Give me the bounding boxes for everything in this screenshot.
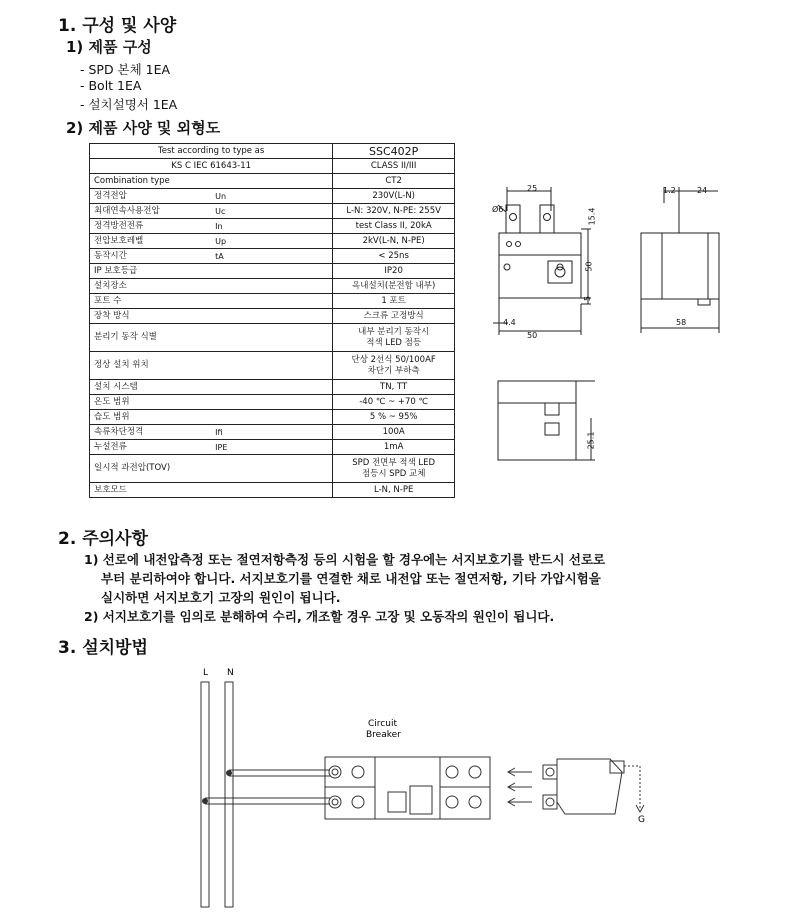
section-2-title: 2. 주의사항 xyxy=(58,529,148,549)
spec-label: 보호모드 xyxy=(90,483,333,498)
spec-label: 설치 시스템 xyxy=(90,380,333,395)
dim-24: 24 xyxy=(697,186,708,195)
circuit-breaker-label-line1: Circuit xyxy=(368,719,397,729)
wiring-diagram xyxy=(170,662,670,912)
caution-note-2: 2) 서지보호기를 임의로 분해하여 수리, 개조할 경우 고장 및 오동작의 원인이 됩니다. xyxy=(84,609,555,624)
dim-50-height: 50 xyxy=(584,261,594,272)
spec-value: 1 포트 xyxy=(333,294,455,309)
spec-value: 2kV(L-N, N-PE) xyxy=(333,234,455,249)
composition-item: - SPD 본체 1EA xyxy=(80,62,171,77)
spec-value: 옥내설치(분전함 내부) xyxy=(333,279,455,294)
spec-label: 포트 수 xyxy=(90,294,333,309)
spec-table xyxy=(89,143,455,498)
section-3-title: 3. 설치방법 xyxy=(58,638,148,658)
spec-label: 장착 방식 xyxy=(90,309,333,324)
spec-value: < 25ns xyxy=(333,249,455,264)
dim-1-2: 1.2 xyxy=(663,186,676,195)
caution-note-1: 1) 선로에 내전압측정 또는 절연저항측정 등의 시험을 할 경우에는 서지보호기를 반드시 선로로 xyxy=(84,552,606,567)
spec-value: 230V(L-N) xyxy=(333,189,455,204)
spec-value-multiline xyxy=(333,324,455,352)
class-value: CLASS II/III xyxy=(333,159,455,174)
dim-4-4: 4.4 xyxy=(503,318,516,327)
spec-label: 정상 설치 위치 xyxy=(90,352,333,380)
dim-5: 5 xyxy=(583,295,593,302)
spec-label: 최대연속사용전압 xyxy=(90,204,212,219)
spec-value: 1mA xyxy=(333,440,455,455)
spec-value: 스크류 고정방식 xyxy=(333,309,455,324)
spec-value: CT2 xyxy=(333,174,455,189)
spec-label: 일시적 과전압(TOV) xyxy=(90,455,333,483)
caution-note-1-cont: 실시하면 서지보호기 고장의 원인이 됩니다. xyxy=(101,590,341,605)
bottom-view-drawing xyxy=(495,378,605,468)
spec-value-line: 내부 분리기 동작시 xyxy=(358,326,430,337)
spec-value: test Class II, 20kA xyxy=(333,219,455,234)
spec-and-outline-title: 2) 제품 사양 및 외형도 xyxy=(66,119,221,137)
dim-25: 25 xyxy=(527,184,538,193)
spec-label: 습도 범위 xyxy=(90,410,333,425)
spec-label: 분리기 동작 식별 xyxy=(90,324,333,352)
test-standard-line1: Test according to type as xyxy=(90,144,333,159)
spec-symbol: Up xyxy=(211,234,333,249)
dim-25-1: 25.1 xyxy=(586,431,596,450)
label-L: L xyxy=(203,668,209,678)
product-composition-title: 1) 제품 구성 xyxy=(66,38,152,56)
spec-label: IP 보호등급 xyxy=(90,264,333,279)
spec-symbol: Un xyxy=(211,189,333,204)
spec-value: L-N: 320V, N-PE: 255V xyxy=(333,204,455,219)
spec-label: 누설전류 xyxy=(90,440,212,455)
spec-label: Combination type xyxy=(90,174,212,189)
spec-symbol: tA xyxy=(211,249,333,264)
dim-50-width: 50 xyxy=(527,331,538,340)
dim-15-4: 15.4 xyxy=(587,207,597,226)
spec-value-line: 적색 LED 점등 xyxy=(366,337,422,348)
dim-hole: Ø6 xyxy=(492,205,504,214)
circuit-breaker-label-line2: Breaker xyxy=(366,730,401,740)
label-N: N xyxy=(227,668,234,678)
spec-value-multiline xyxy=(333,455,455,483)
spec-value: TN, TT xyxy=(333,380,455,395)
spec-symbol: Ifi xyxy=(211,425,333,440)
spec-value: 5 % ~ 95% xyxy=(333,410,455,425)
caution-note-1-cont: 부터 분리하여야 합니다. 서지보호기를 연결한 채로 내전압 또는 절연저항, 기타 가압시험을 xyxy=(101,571,601,586)
spec-symbol: IPE xyxy=(211,440,333,455)
composition-item: - Bolt 1EA xyxy=(80,78,142,93)
spec-value: -40 ℃ ~ +70 ℃ xyxy=(333,395,455,410)
spec-symbol: Uc xyxy=(211,204,333,219)
spec-label: 전압보호레벨 xyxy=(90,234,212,249)
spec-value-line: 점등시 SPD 교체 xyxy=(361,468,426,479)
test-standard-line2: KS C IEC 61643-11 xyxy=(90,159,333,174)
spec-label: 속류차단정격 xyxy=(90,425,212,440)
composition-item: - 설치설명서 1EA xyxy=(80,97,178,112)
spec-value-line: 차단기 부하측 xyxy=(367,365,420,376)
spec-value-multiline xyxy=(333,352,455,380)
dim-58: 58 xyxy=(676,318,687,327)
model-name: SSC402P xyxy=(333,144,455,159)
section-1-title: 1. 구성 및 사양 xyxy=(58,16,177,36)
spec-symbol xyxy=(211,174,333,189)
spec-label: 정격전압 xyxy=(90,189,212,204)
spec-value-line: 단상 2선식 50/100AF xyxy=(351,354,436,365)
spec-value: IP20 xyxy=(333,264,455,279)
spec-value: 100A xyxy=(333,425,455,440)
spec-label: 온도 범위 xyxy=(90,395,333,410)
spec-symbol: In xyxy=(211,219,333,234)
label-G: G xyxy=(638,815,645,825)
spec-value-line: SPD 전면부 적색 LED xyxy=(352,457,436,468)
spec-label: 설치장소 xyxy=(90,279,333,294)
spec-label: 정격방전전류 xyxy=(90,219,212,234)
spec-label: 동작시간 xyxy=(90,249,212,264)
spec-value: L-N, N-PE xyxy=(333,483,455,498)
